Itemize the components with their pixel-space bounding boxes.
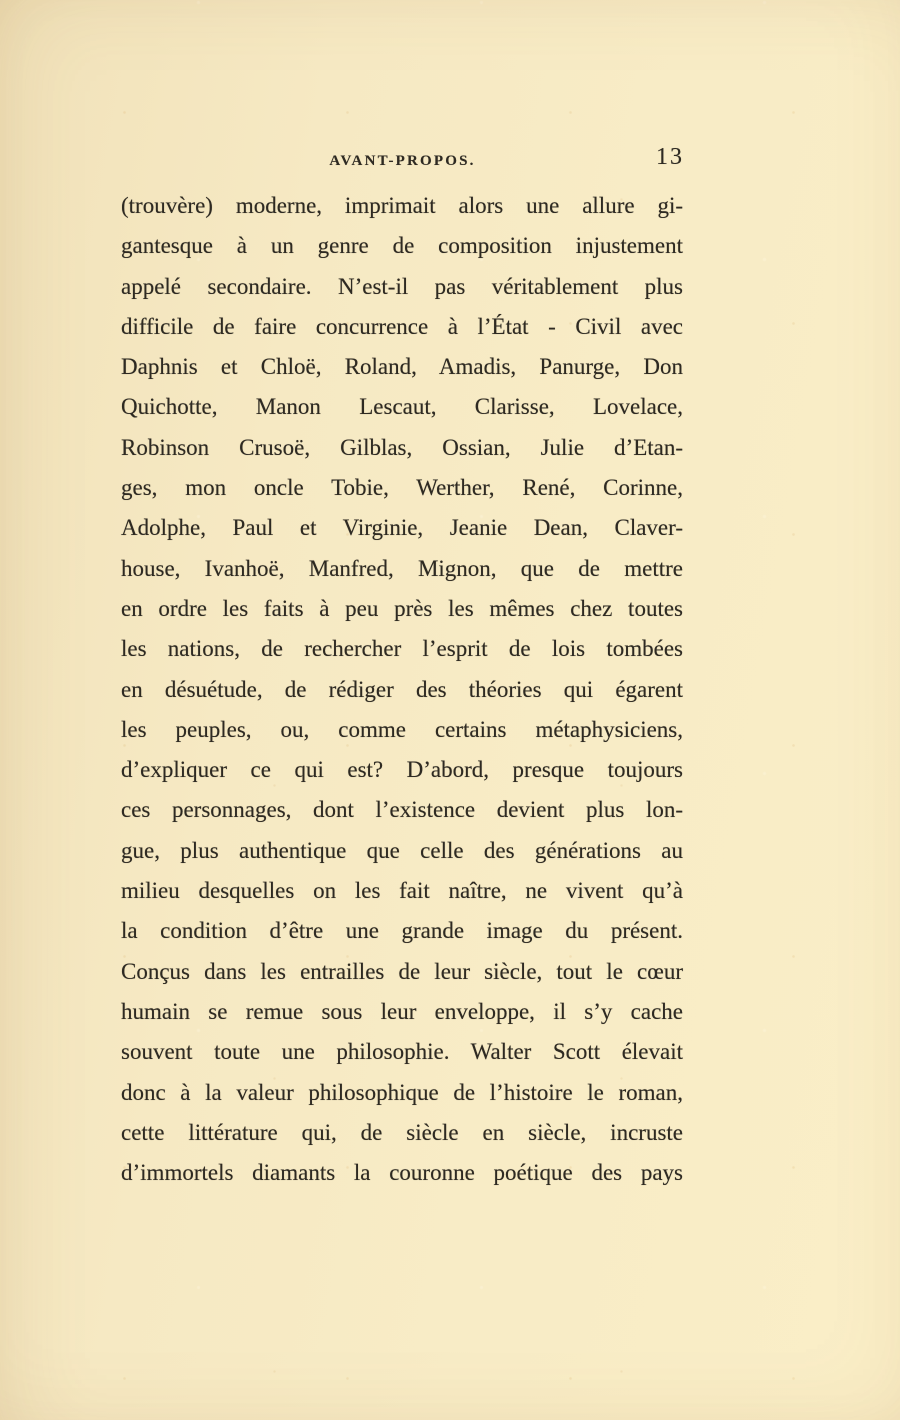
text-line: d’expliquer ce qui est? D’abord, presque toujours: [121, 757, 683, 783]
text-line: difficile de faire concurrence à l’État - Civil avec: [121, 313, 683, 339]
page-header: [121, 144, 684, 180]
text-line: appelé secondaire. N’est-il pas véritablement plus: [121, 273, 683, 299]
text-line: gue, plus authentique que celle des générations au: [121, 837, 683, 863]
text-line: donc à la valeur philosophique de l’histoire le roman,: [121, 1079, 683, 1105]
text-line: Adolphe, Paul et Virginie, Jeanie Dean, Claver-: [121, 515, 683, 541]
text-line: humain se remue sous leur enveloppe, il s’y cache: [121, 998, 683, 1024]
text-line: la condition d’être une grande image du présent.: [121, 918, 683, 944]
running-title: AVANT-PROPOS.: [329, 153, 476, 169]
text-line: Quichotte, Manon Lescaut, Clarisse, Lovelace,: [121, 394, 683, 420]
text-line: (trouvère) moderne, imprimait alors une allure gi-: [121, 193, 683, 218]
text-line: ges, mon oncle Tobie, Werther, René, Corinne,: [121, 475, 683, 501]
text-line: house, Ivanhoë, Manfred, Mignon, que de mettre: [121, 555, 683, 581]
text-line: en désuétude, de rédiger des théories qui égarent: [121, 676, 683, 702]
text-line: en ordre les faits à peu près les mêmes chez toutes: [121, 595, 683, 621]
page-number: 13: [656, 144, 684, 170]
text-line: Robinson Crusoë, Gilblas, Ossian, Julie d’Etan-: [121, 434, 683, 460]
text-line: Daphnis et Chloë, Roland, Amadis, Panurge, Don: [121, 354, 683, 380]
text-line: les nations, de rechercher l’esprit de lois tombées: [121, 636, 683, 662]
text-line: les peuples, ou, comme certains métaphysiciens,: [121, 716, 683, 742]
text-line: ces personnages, dont l’existence devient plus lon-: [121, 797, 683, 823]
text-line: cette littérature qui, de siècle en siècle, incruste: [121, 1119, 683, 1145]
text-line: milieu desquelles on les fait naître, ne vivent qu’à: [121, 878, 683, 904]
text-line: d’immortels diamants la couronne poétique des pays: [121, 1160, 683, 1186]
text-line: Conçus dans les entrailles de leur siècle, tout le cœur: [121, 958, 683, 984]
body-text: [121, 186, 683, 1193]
text-line: souvent toute une philosophie. Walter Scott élevait: [121, 1039, 683, 1065]
text-line: gantesque à un genre de composition injustement: [121, 233, 683, 259]
